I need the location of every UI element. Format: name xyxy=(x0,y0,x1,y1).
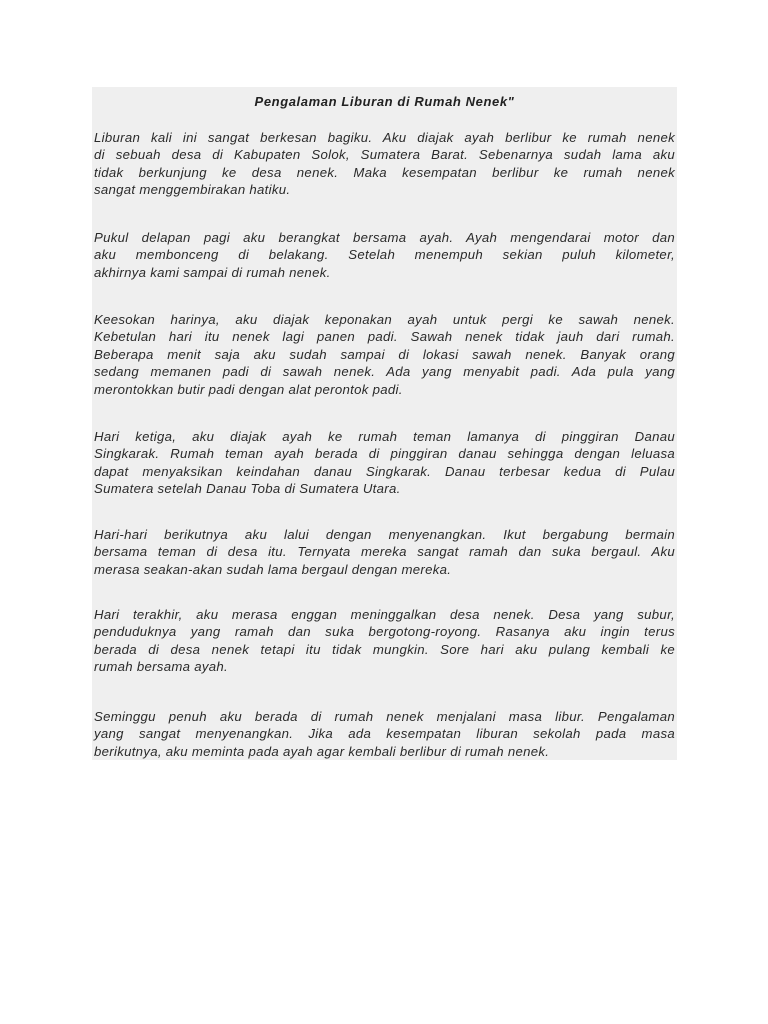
paragraph xyxy=(94,129,675,199)
paragraph-line: Kebetulan hari itu nenek lagi panen padi. Sawah nenek tidak jauh dari rumah. xyxy=(94,329,675,345)
paragraph-line: Hari-hari berikutnya aku lalui dengan menyenangkan. Ikut bergabung bermain xyxy=(94,527,675,542)
paragraph-line: Liburan kali ini sangat berkesan bagiku. Aku diajak ayah berlibur ke rumah nenek xyxy=(94,130,675,145)
paragraph xyxy=(94,229,675,281)
paragraph-line: Keesokan harinya, aku diajak keponakan ayah untuk pergi ke sawah nenek. xyxy=(94,312,675,327)
paragraph-line: sangat menggembirakan hatiku. xyxy=(94,182,291,198)
paragraph xyxy=(94,311,675,398)
paragraph-line: Hari terakhir, aku merasa enggan meninggalkan desa nenek. Desa yang subur, xyxy=(94,607,675,622)
paragraph-line: bersama teman di desa itu. Ternyata mereka sangat ramah dan suka bergaul. Aku xyxy=(94,544,675,560)
paragraph-line: Pukul delapan pagi aku berangkat bersama ayah. Ayah mengendarai motor dan xyxy=(94,230,675,245)
paragraph-line: Beberapa menit saja aku sudah sampai di lokasi sawah nenek. Banyak orang xyxy=(94,346,675,362)
paragraph-line: merontokkan butir padi dengan alat perontok padi. xyxy=(94,381,403,397)
paragraph-line: merasa seakan-akan sudah lama bergaul dengan mereka. xyxy=(94,561,452,577)
paragraph-line: di sebuah desa di Kabupaten Solok, Sumatera Barat. Sebenarnya sudah lama aku xyxy=(94,147,675,163)
paragraph-line: akhirnya kami sampai di rumah nenek. xyxy=(94,264,331,280)
paragraph-line: berikutnya, aku meminta pada ayah agar kembali berlibur di rumah nenek. xyxy=(94,743,550,759)
paragraph-line: yang sangat menyenangkan. Jika ada kesempatan liburan sekolah pada masa xyxy=(94,726,675,742)
paragraph-line: rumah bersama ayah. xyxy=(94,659,228,675)
document-page xyxy=(92,87,677,760)
paragraph-line: aku membonceng di belakang. Setelah menempuh sekian puluh kilometer, xyxy=(94,247,675,263)
paragraph xyxy=(94,526,675,578)
paragraph-line: Sumatera setelah Danau Toba di Sumatera Utara. xyxy=(94,481,401,497)
document-title: Pengalaman Liburan di Rumah Nenek" xyxy=(254,94,515,109)
paragraph-line: Seminggu penuh aku berada di rumah nenek menjalani masa libur. Pengalaman xyxy=(94,709,675,724)
paragraph-line: tidak berkunjung ke desa nenek. Maka kesempatan berlibur ke rumah nenek xyxy=(94,164,675,180)
paragraph-line: sedang memanen padi di sawah nenek. Ada yang menyabit padi. Ada pula yang xyxy=(94,364,675,380)
paragraph xyxy=(94,428,675,498)
paragraph xyxy=(94,708,675,760)
paragraph-line: penduduknya yang ramah dan suka bergotong-royong. Rasanya aku ingin terus xyxy=(94,624,675,640)
paragraph-line: berada di desa nenek tetapi itu tidak mungkin. Sore hari aku pulang kembali ke xyxy=(94,641,675,657)
paragraph-line: Singkarak. Rumah teman ayah berada di pinggiran danau sehingga dengan leluasa xyxy=(94,446,675,462)
paragraph-line: dapat menyaksikan keindahan danau Singkarak. Danau terbesar kedua di Pulau xyxy=(94,463,675,479)
paragraph-line: Hari ketiga, aku diajak ayah ke rumah teman lamanya di pinggiran Danau xyxy=(94,429,675,444)
paragraph xyxy=(94,606,675,676)
